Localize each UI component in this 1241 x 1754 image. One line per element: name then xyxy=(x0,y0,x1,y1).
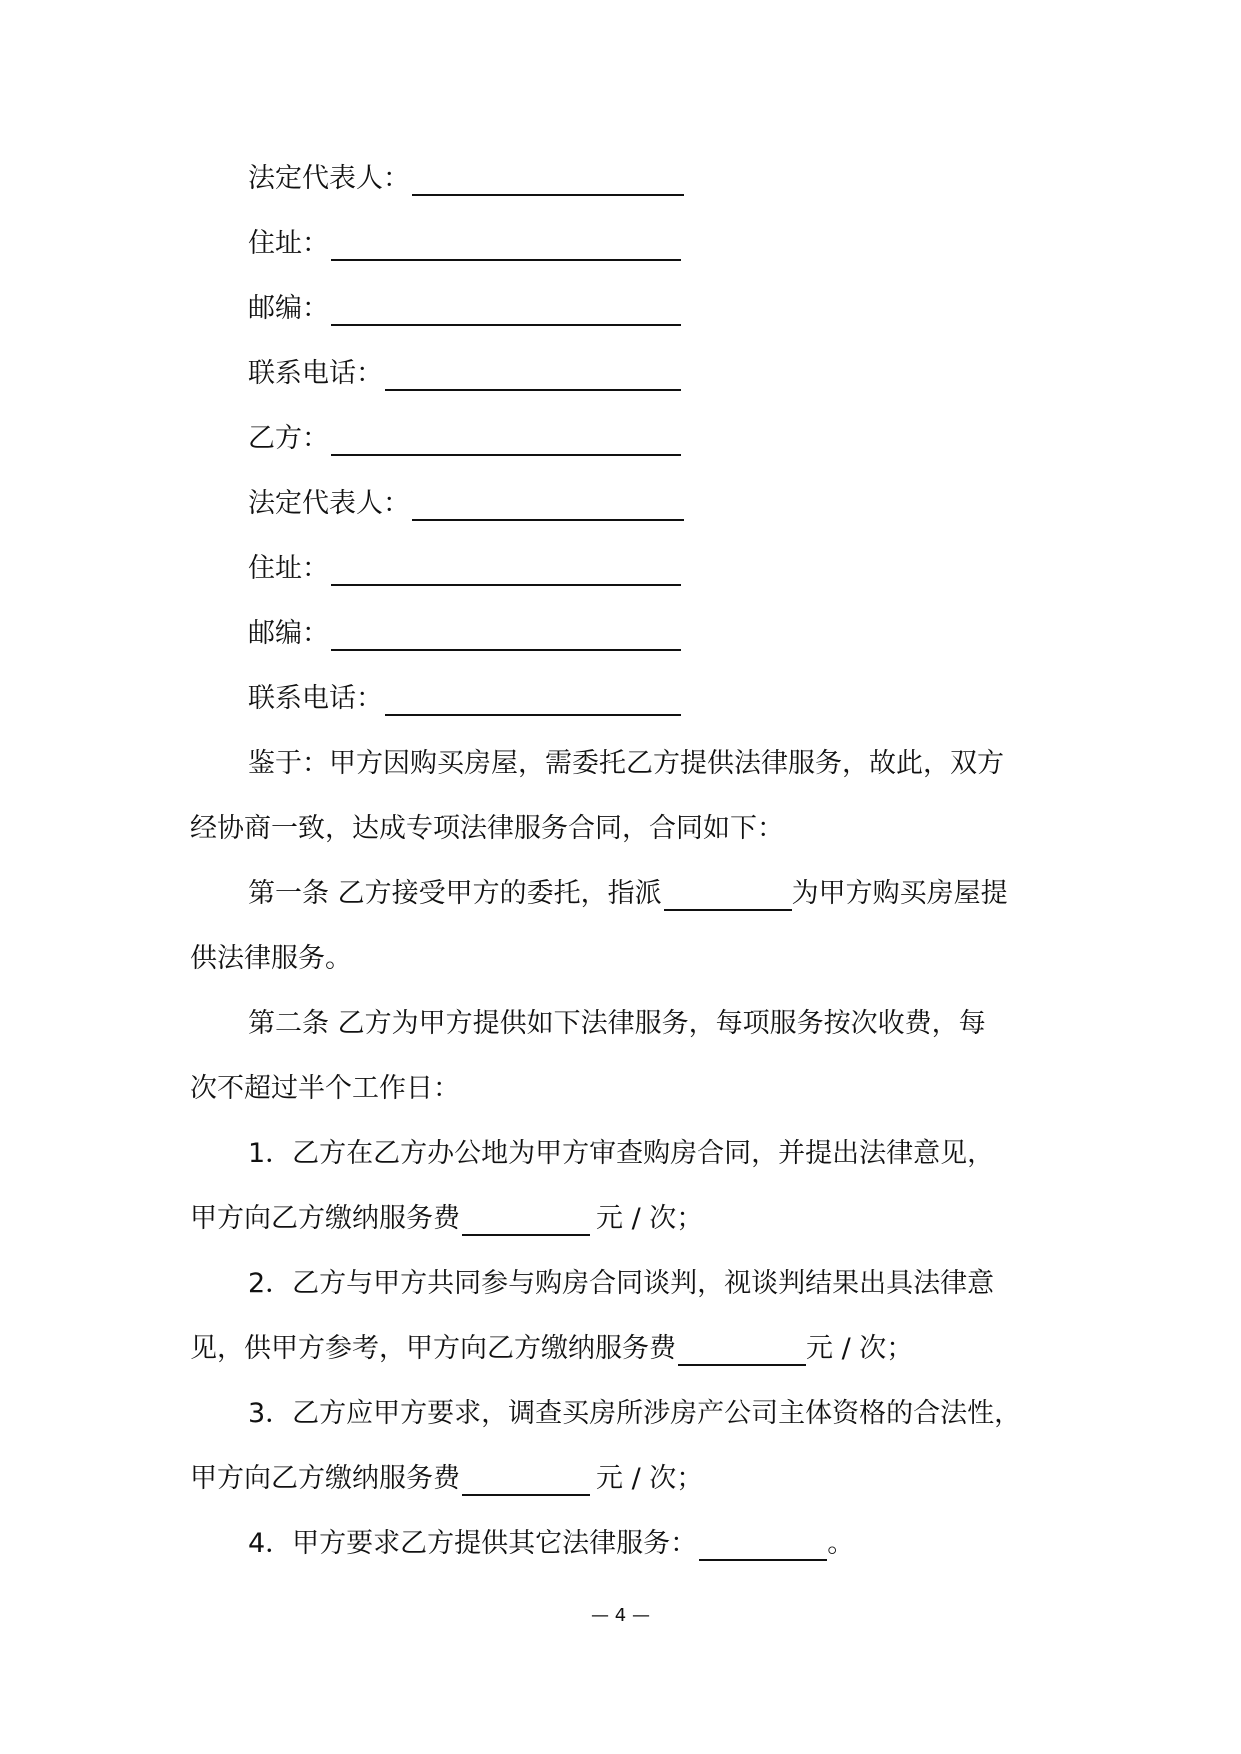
party-a-phone-row xyxy=(190,351,1061,416)
party-b-postcode-row xyxy=(190,611,1061,676)
paragraph-text: 见，供甲方参考，甲方向乙方缴纳服务费 xyxy=(190,1333,676,1364)
field-label: 法定代表人： xyxy=(248,488,410,519)
field-label: 住址： xyxy=(248,228,329,259)
field-label: 住址： xyxy=(248,553,329,584)
paragraph-text: 3．乙方应甲方要求，调查买房所涉房产公司主体资格的合法性， xyxy=(248,1398,1022,1429)
paragraph-text: 2．乙方与甲方共同参与购房合同谈判，视谈判结果出具法律意 xyxy=(248,1268,995,1299)
field-label: 邮编： xyxy=(248,618,329,649)
party-b-label: 乙方： xyxy=(248,423,329,454)
item-3-line-1 xyxy=(190,1391,1061,1456)
paragraph-text: 为甲方购买房屋提 xyxy=(791,878,1008,909)
item-4-line xyxy=(190,1521,1061,1586)
page-number: — 4 — xyxy=(591,1605,650,1626)
paragraph-text: 经协商一致，达成专项法律服务合同，合同如下： xyxy=(190,813,784,844)
fee-blank[interactable] xyxy=(462,1196,590,1236)
item-2-line-2 xyxy=(190,1326,1061,1391)
fill-in-blank[interactable] xyxy=(331,611,681,651)
article-1-line-2 xyxy=(190,936,1061,1001)
paragraph-text: 次不超过半个工作日： xyxy=(190,1073,460,1104)
party-a-representative-row xyxy=(190,156,1061,221)
fill-in-blank[interactable] xyxy=(331,286,681,326)
paragraph-text: 鉴于：甲方因购买房屋，需委托乙方提供法律服务，故此，双方 xyxy=(248,748,1004,779)
paragraph-text: 甲方向乙方缴纳服务费 xyxy=(190,1203,460,1234)
party-a-address-row xyxy=(190,221,1061,286)
party-b-phone-row xyxy=(190,676,1061,741)
fill-in-blank[interactable] xyxy=(412,481,684,521)
party-b-representative-row xyxy=(190,481,1061,546)
field-label: 联系电话： xyxy=(248,358,383,389)
fill-in-blank[interactable] xyxy=(699,1521,827,1561)
item-3-line-2 xyxy=(190,1456,1061,1521)
item-2-line-1 xyxy=(190,1261,1061,1326)
field-label: 邮编： xyxy=(248,293,329,324)
item-1-line-1 xyxy=(190,1131,1061,1196)
intro-line-1 xyxy=(190,741,1061,806)
fill-in-blank[interactable] xyxy=(664,871,792,911)
paragraph-text: 甲方向乙方缴纳服务费 xyxy=(190,1463,460,1494)
article-2-line-1 xyxy=(190,1001,1061,1066)
party-b-row xyxy=(190,416,1061,481)
article-1-line-1 xyxy=(190,871,1061,936)
article-2-line-2 xyxy=(190,1066,1061,1131)
fill-in-blank[interactable] xyxy=(331,221,681,261)
field-label: 法定代表人： xyxy=(248,163,410,194)
paragraph-text: 元 / 次； xyxy=(806,1333,914,1364)
party-b-address-row xyxy=(190,546,1061,611)
field-label: 联系电话： xyxy=(248,683,383,714)
paragraph-text: 1．乙方在乙方办公地为甲方审查购房合同，并提出法律意见， xyxy=(248,1138,995,1169)
item-1-line-2 xyxy=(190,1196,1061,1261)
party-a-postcode-row xyxy=(190,286,1061,351)
intro-line-2 xyxy=(190,806,1061,871)
paragraph-text: 元 / 次； xyxy=(596,1463,704,1494)
fill-in-blank[interactable] xyxy=(412,156,684,196)
paragraph-text: 供法律服务。 xyxy=(190,943,352,974)
fill-in-blank[interactable] xyxy=(385,351,681,391)
paragraph-text: 元 / 次； xyxy=(596,1203,704,1234)
fee-blank[interactable] xyxy=(678,1326,806,1366)
fill-in-blank[interactable] xyxy=(331,416,681,456)
paragraph-text: 第二条 乙方为甲方提供如下法律服务，每项服务按次收费，每 xyxy=(248,1008,986,1039)
fill-in-blank[interactable] xyxy=(331,546,681,586)
fee-blank[interactable] xyxy=(462,1456,590,1496)
paragraph-text: 。 xyxy=(827,1528,855,1559)
paragraph-text: 4．甲方要求乙方提供其它法律服务： xyxy=(248,1528,698,1559)
fill-in-blank[interactable] xyxy=(385,676,681,716)
paragraph-text: 第一条 乙方接受甲方的委托，指派 xyxy=(248,878,662,909)
